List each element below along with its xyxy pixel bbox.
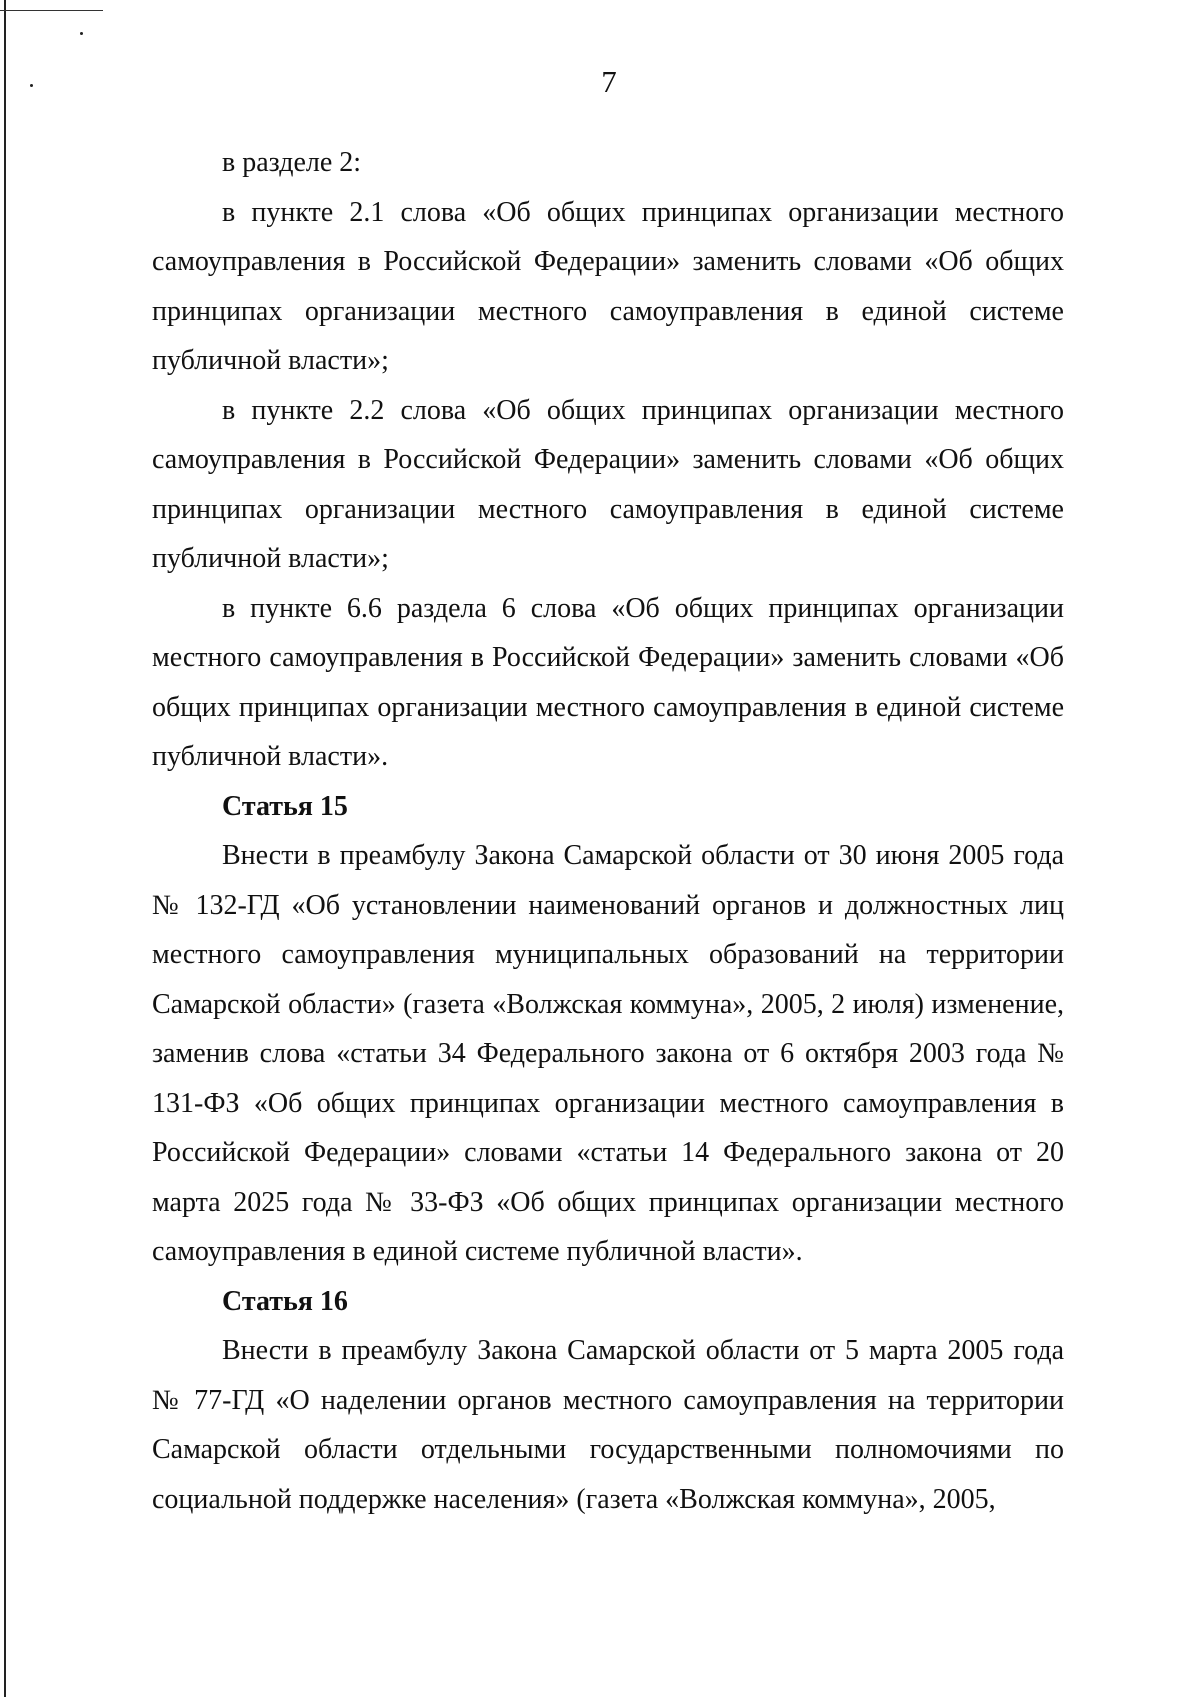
- paragraph: Внести в преамбулу Закона Самарской области от 30 июня 2005 года № 132-ГД «Об установлении наименований органов и должностных лиц местного самоуправления муниципальных образований на территории Самарской области» (газета «Волжская коммуна», 2005, 2 июля) изменение, заменив слова «статьи 34 Федерального закона от 6 октября 2003 года № 131-ФЗ «Об общих принципах организации местного самоуправления в Российской Федерации» словами «статьи 14 Федерального закона от 20 марта 2025 года № 33-ФЗ «Об общих принципах организации местного самоуправления в единой системе публичной власти».: [152, 840, 1064, 1267]
- article-heading: Статья 15: [222, 790, 348, 822]
- paragraph: в разделе 2:: [222, 147, 362, 178]
- document-body: [152, 138, 1064, 1524]
- article-heading: Статья 16: [222, 1285, 348, 1317]
- page-number: 7: [601, 64, 617, 99]
- paragraph: в пункте 2.1 слова «Об общих принципах организации местного самоуправления в Российской Федерации» заменить словами «Об общих принципах организации местного самоуправления в единой системе публичной власти»;: [152, 196, 1064, 376]
- scan-edge-top: [0, 10, 103, 11]
- scan-edge-left: [4, 0, 6, 1697]
- paragraph: Внести в преамбулу Закона Самарской области от 5 марта 2005 года № 77-ГД «О наделении органов местного самоуправления на территории Самарской области отдельными государственными полномочиями по социальной поддержке населения» (газета «Волжская коммуна», 2005,: [152, 1335, 1064, 1515]
- paragraph: в пункте 6.6 раздела 6 слова «Об общих принципах организации местного самоуправления в Российской Федерации» заменить словами «Об общих принципах организации местного самоуправления в единой системе публичной власти».: [152, 592, 1064, 772]
- paragraph: в пункте 2.2 слова «Об общих принципах организации местного самоуправления в Российской Федерации» заменить словами «Об общих принципах организации местного самоуправления в единой системе публичной власти»;: [152, 394, 1064, 574]
- scan-speck: [80, 32, 83, 35]
